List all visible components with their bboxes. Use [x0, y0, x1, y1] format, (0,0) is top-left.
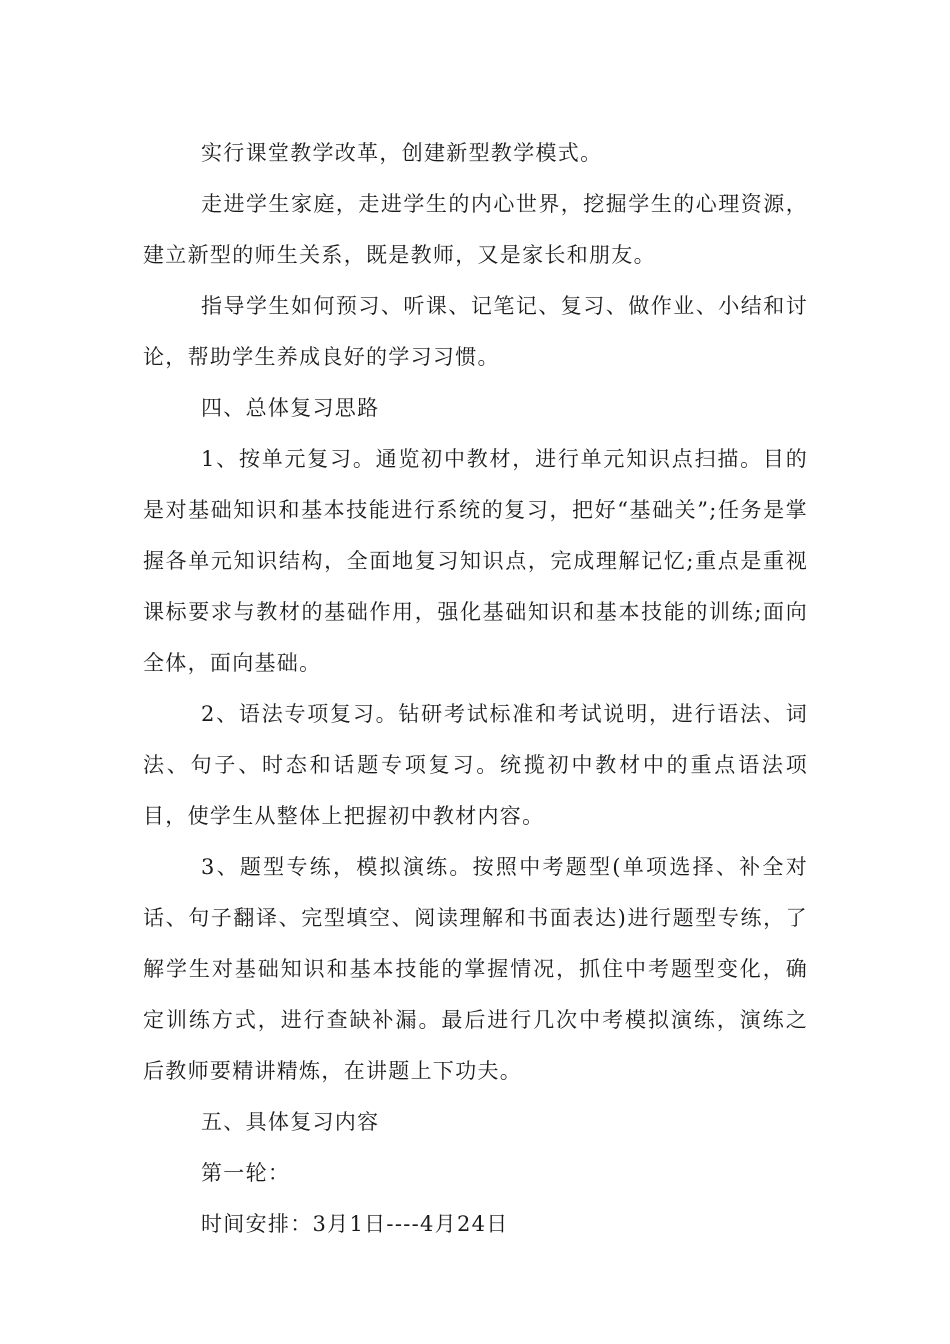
paragraph-study-habits: 指导学生如何预习、听课、记笔记、复习、做作业、小结和讨论，帮助学生养成良好的学习习惯。 [143, 294, 808, 369]
paragraph-classroom-reform: 实行课堂教学改革，创建新型教学模式。 [201, 141, 603, 165]
paragraph-student-home: 走进学生家庭，走进学生的内心世界，挖掘学生的心理资源，建立新型的师生关系，既是教师，又是家长和朋友。 [143, 192, 808, 267]
section-heading-review-approach: 四、总体复习思路 [201, 396, 380, 420]
paragraph-grammar-review: 2、语法专项复习。钻研考试标准和考试说明，进行语法、词法、句子、时态和话题专项复习。统揽初中教材中的重点语法项目，使学生从整体上把握初中教材内容。 [143, 702, 808, 828]
paragraph-schedule: 时间安排：3月1日----4月24日 [201, 1212, 509, 1236]
section-heading-review-content: 五、具体复习内容 [201, 1110, 380, 1134]
paragraph-unit-review: 1、按单元复习。通览初中教材，进行单元知识点扫描。目的是对基础知识和基本技能进行系统的复习，把好“基础关”;任务是掌握各单元知识结构，全面地复习知识点，完成理解记忆;重点是重视课标要求与教材的基础作用，强化基础知识和基本技能的训练;面向全体，面向基础。 [143, 447, 808, 675]
document-body [143, 128, 808, 1250]
paragraph-question-type-practice: 3、题型专练，模拟演练。按照中考题型(单项选择、补全对话、句子翻译、完型填空、阅读理解和书面表达)进行题型专练，了解学生对基础知识和基本技能的掌握情况，抓住中考题型变化，确定训练方式，进行查缺补漏。最后进行几次中考模拟演练，演练之后教师要精讲精炼，在讲题上下功夫。 [143, 855, 808, 1083]
paragraph-first-round: 第一轮： [201, 1161, 291, 1185]
